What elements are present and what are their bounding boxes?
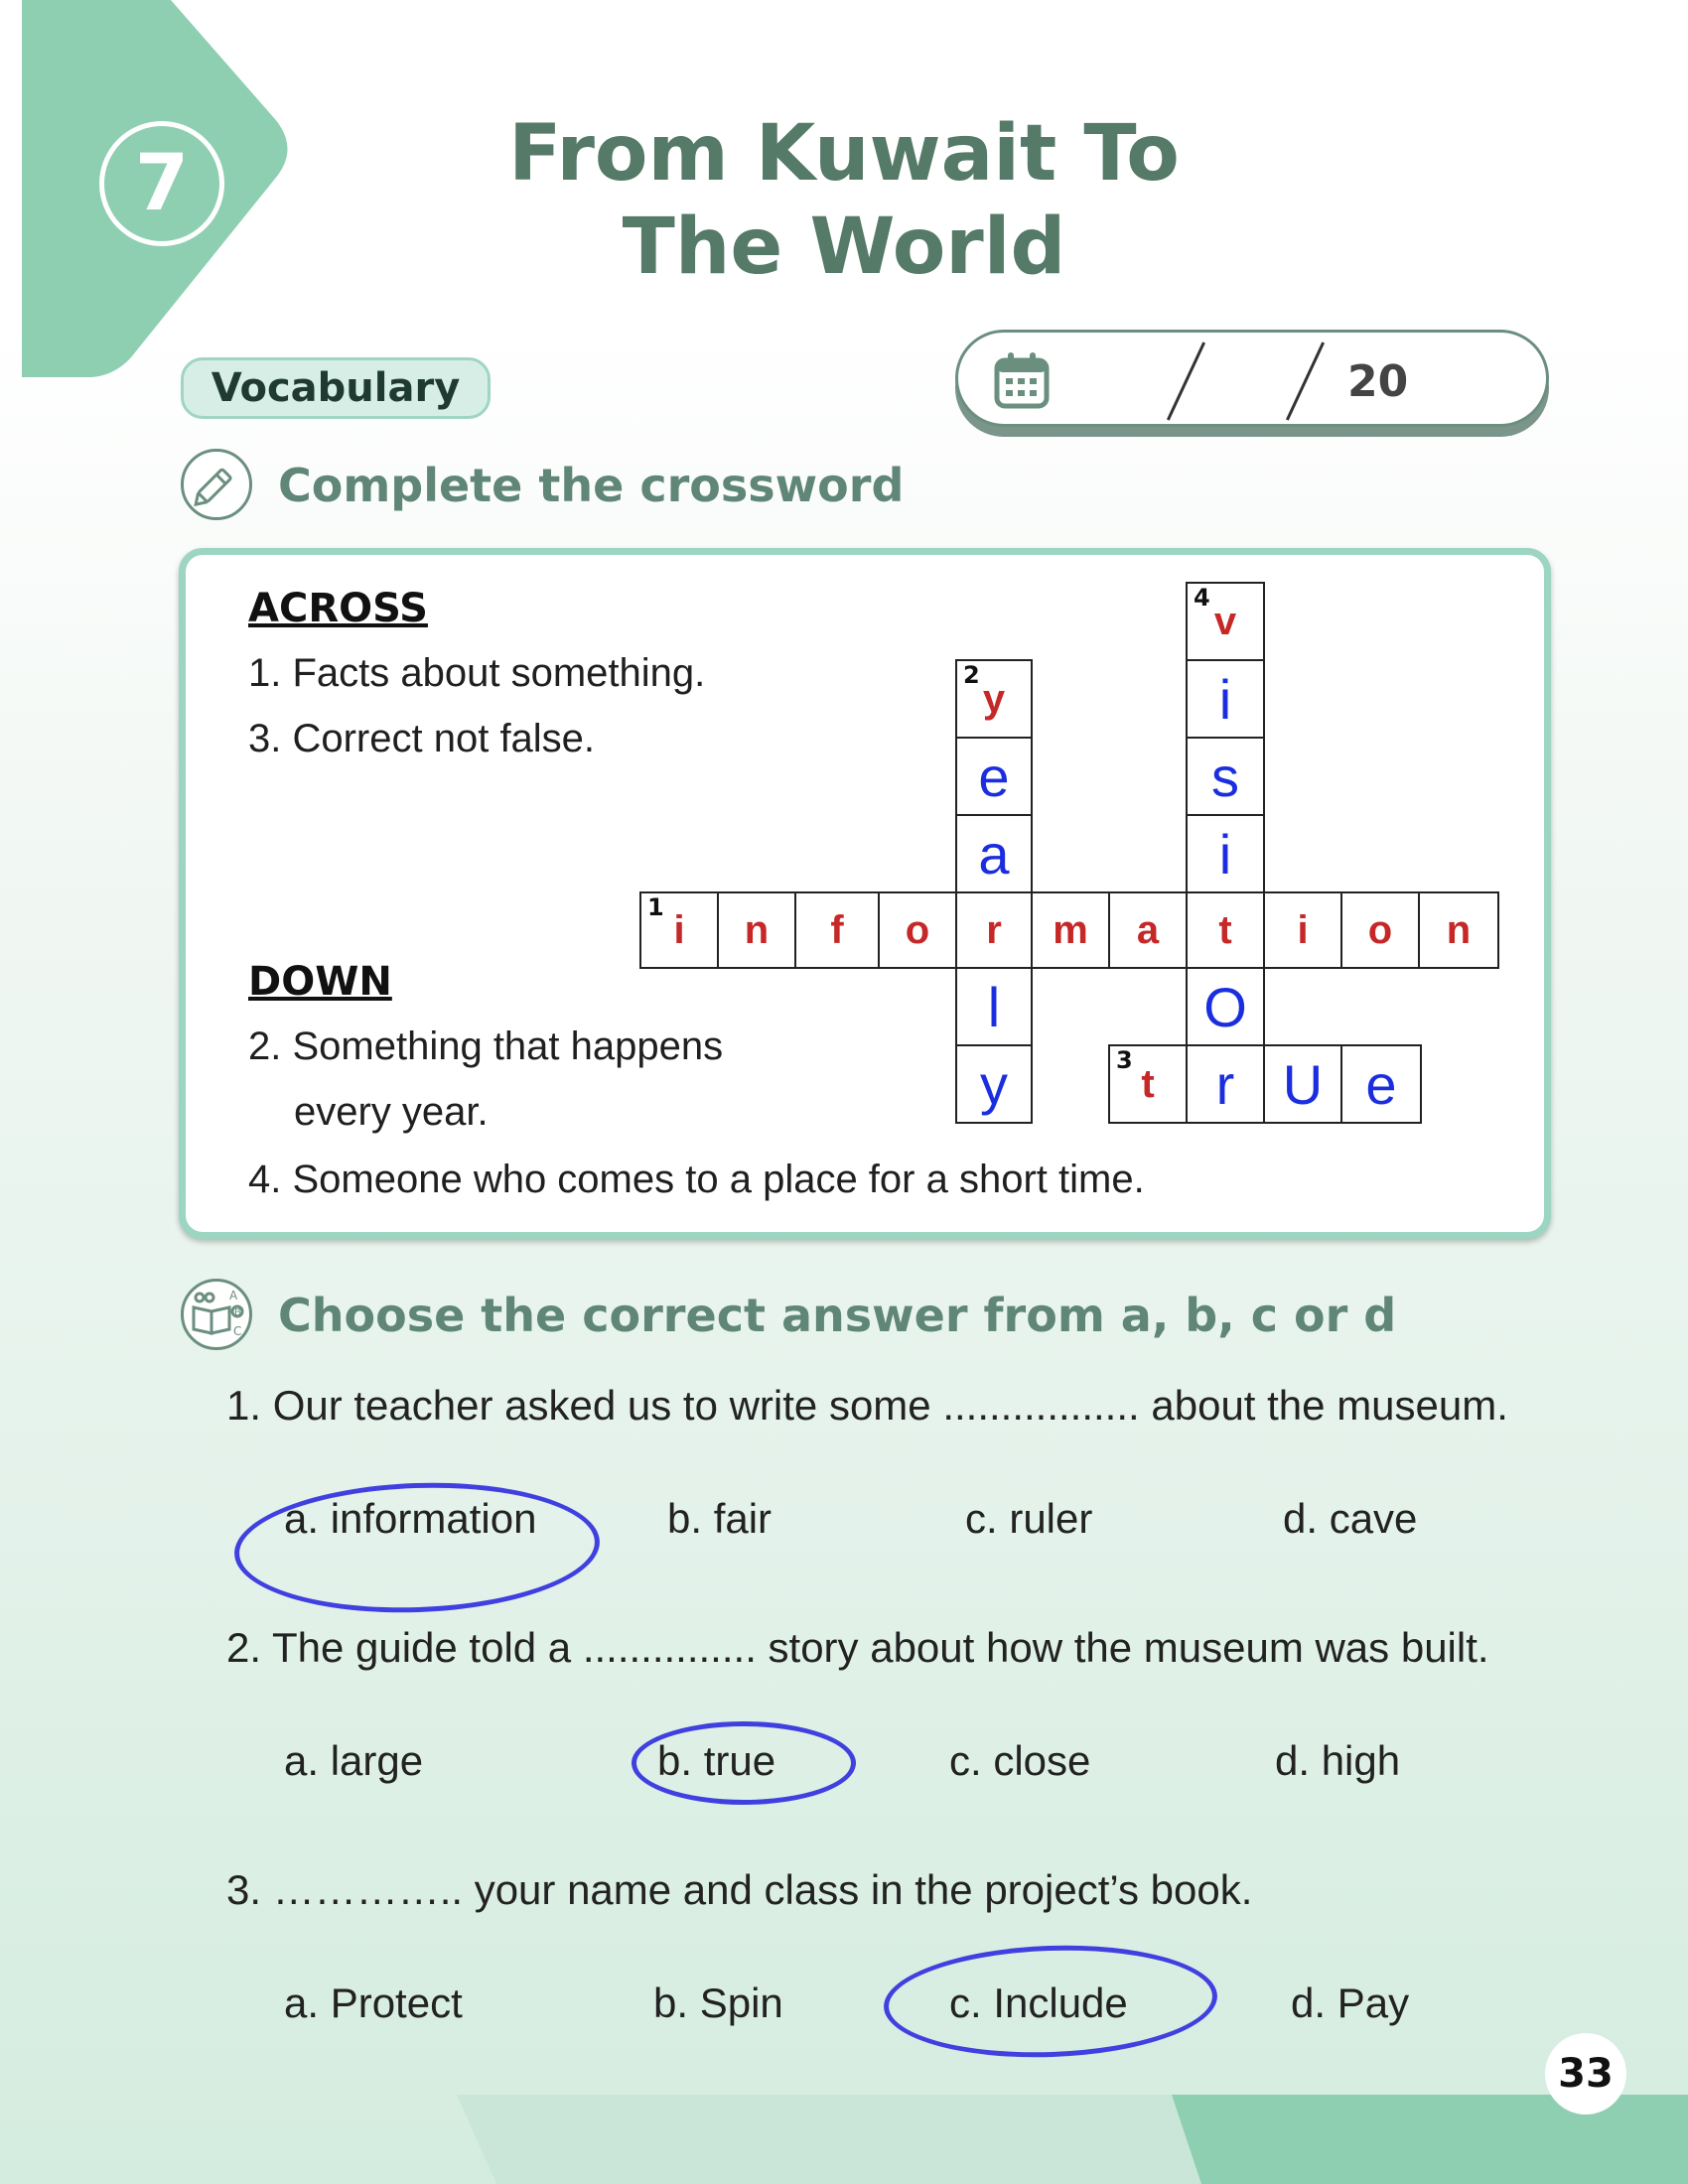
crossword-cell[interactable]: i [1263,891,1342,969]
date-separator [1286,341,1325,420]
calendar-icon [994,350,1050,410]
down-clue-2-cont: every year. [294,1090,489,1134]
option-1a[interactable]: a. information [284,1495,537,1542]
date-year: 20 [1347,356,1409,407]
crossword-cell[interactable]: o [878,891,957,969]
crossword-cell[interactable]: O [1186,967,1265,1046]
crossword-cell[interactable]: t [1186,891,1265,969]
across-clue-1: 1. Facts about something. [248,651,706,695]
question-2: 2. The guide told a ............... story about how the museum was built. [226,1624,1489,1671]
section-label: Vocabulary [181,357,491,419]
crossword-cell[interactable]: 3 t [1108,1044,1188,1124]
crossword-cell[interactable]: a [955,814,1033,893]
option-3c[interactable]: c. Include [949,1979,1128,2026]
crossword-cell[interactable]: n [1418,891,1499,969]
crossword-instruction: Complete the crossword [278,459,905,512]
crossword-cell[interactable]: r [1186,1044,1265,1124]
crossword-cell[interactable]: r [955,891,1033,969]
crossword-cell[interactable]: e [955,737,1033,816]
down-heading: DOWN [248,959,392,1005]
crossword-cell[interactable]: m [1031,891,1110,969]
book-abc-icon [181,1279,252,1350]
option-3a[interactable]: a. Protect [284,1979,463,2026]
across-heading: ACROSS [248,586,428,631]
page-title: From Kuwait To The World [508,109,1180,292]
mcq-instruction: Choose the correct answer from a, b, c or d [278,1289,1397,1342]
svg-text:B: B [234,1307,241,1318]
crossword-cell[interactable]: i [1186,659,1265,739]
question-3: 3. ………….. your name and class in the project’s book. [226,1866,1253,1913]
option-1b[interactable]: b. fair [667,1495,773,1542]
down-clue-2: 2. Something that happens [248,1024,724,1068]
crossword-cell[interactable]: a [1108,891,1188,969]
crossword-cell[interactable]: y [955,1044,1033,1124]
crossword-cell[interactable]: i [1186,814,1265,893]
option-1d[interactable]: d. cave [1283,1495,1418,1542]
crossword-cell[interactable]: s [1186,737,1265,816]
crossword-cell[interactable]: l [955,967,1033,1046]
crossword-cell[interactable]: e [1340,1044,1422,1124]
option-1c[interactable]: c. ruler [965,1495,1093,1542]
question-1: 1. Our teacher asked us to write some ................. about the museum. [226,1382,1508,1429]
svg-text:A: A [229,1289,238,1302]
answer-circle [882,1940,1219,2063]
crossword-cell[interactable]: o [1340,891,1420,969]
crossword-cell[interactable]: U [1263,1044,1342,1124]
crossword-cell[interactable]: f [794,891,880,969]
answer-circle [632,1721,856,1805]
footer-band [0,2095,1688,2184]
option-2a[interactable]: a. large [284,1737,424,1784]
crossword-cell[interactable]: 2 y [955,659,1033,739]
unit-number-badge: 7 [99,121,224,246]
option-2d[interactable]: d. high [1275,1737,1401,1784]
page-number: 33 [1545,2033,1626,2115]
date-separator [1167,341,1205,420]
date-field[interactable] [955,330,1549,427]
crossword-cell[interactable]: 4 v [1186,582,1265,661]
down-clue-4: 4. Someone who comes to a place for a short time. [248,1158,1145,1201]
option-3d[interactable]: d. Pay [1291,1979,1410,2026]
crossword-cell[interactable]: 1 i [639,891,719,969]
pencil-icon [181,449,252,520]
option-2b[interactable]: b. true [657,1737,776,1784]
svg-text:C: C [233,1324,242,1338]
across-clue-3: 3. Correct not false. [248,717,596,760]
crossword-cell[interactable]: n [717,891,796,969]
option-3b[interactable]: b. Spin [653,1979,783,2026]
option-2c[interactable]: c. close [949,1737,1091,1784]
